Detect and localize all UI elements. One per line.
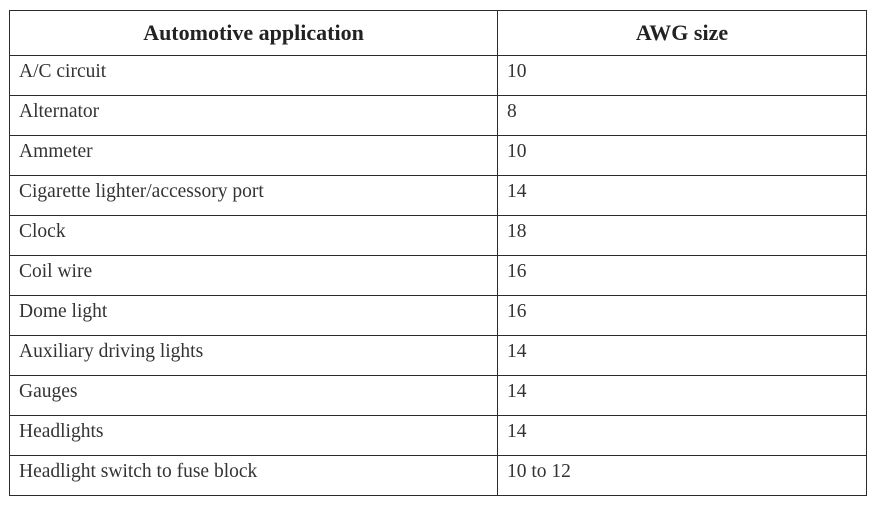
awg-table-container bbox=[9, 10, 867, 496]
awg-size-cell: 10 to 12 bbox=[498, 456, 867, 496]
application-cell: Dome light bbox=[10, 296, 498, 336]
awg-size-cell: 16 bbox=[498, 296, 867, 336]
table-row bbox=[10, 56, 867, 96]
column-header-application: Automotive application bbox=[10, 11, 498, 56]
awg-size-cell: 14 bbox=[498, 176, 867, 216]
application-cell: Clock bbox=[10, 216, 498, 256]
awg-size-cell: 14 bbox=[498, 416, 867, 456]
awg-size-cell: 8 bbox=[498, 96, 867, 136]
table-row bbox=[10, 296, 867, 336]
application-cell: Headlight switch to fuse block bbox=[10, 456, 498, 496]
table-row bbox=[10, 416, 867, 456]
awg-size-cell: 10 bbox=[498, 136, 867, 176]
application-cell: Auxiliary driving lights bbox=[10, 336, 498, 376]
awg-size-cell: 14 bbox=[498, 336, 867, 376]
application-cell: Cigarette lighter/accessory port bbox=[10, 176, 498, 216]
table-row bbox=[10, 216, 867, 256]
table-row bbox=[10, 336, 867, 376]
application-cell: Alternator bbox=[10, 96, 498, 136]
awg-size-cell: 10 bbox=[498, 56, 867, 96]
column-header-awg-size: AWG size bbox=[498, 11, 867, 56]
table-row bbox=[10, 136, 867, 176]
awg-size-cell: 18 bbox=[498, 216, 867, 256]
table-row bbox=[10, 96, 867, 136]
application-cell: Coil wire bbox=[10, 256, 498, 296]
table-row bbox=[10, 376, 867, 416]
application-cell: Ammeter bbox=[10, 136, 498, 176]
table-header-row bbox=[10, 11, 867, 56]
table-row bbox=[10, 176, 867, 216]
table-row bbox=[10, 456, 867, 496]
application-cell: Headlights bbox=[10, 416, 498, 456]
awg-size-table bbox=[9, 10, 867, 496]
awg-size-cell: 14 bbox=[498, 376, 867, 416]
awg-size-cell: 16 bbox=[498, 256, 867, 296]
application-cell: Gauges bbox=[10, 376, 498, 416]
table-row bbox=[10, 256, 867, 296]
application-cell: A/C circuit bbox=[10, 56, 498, 96]
